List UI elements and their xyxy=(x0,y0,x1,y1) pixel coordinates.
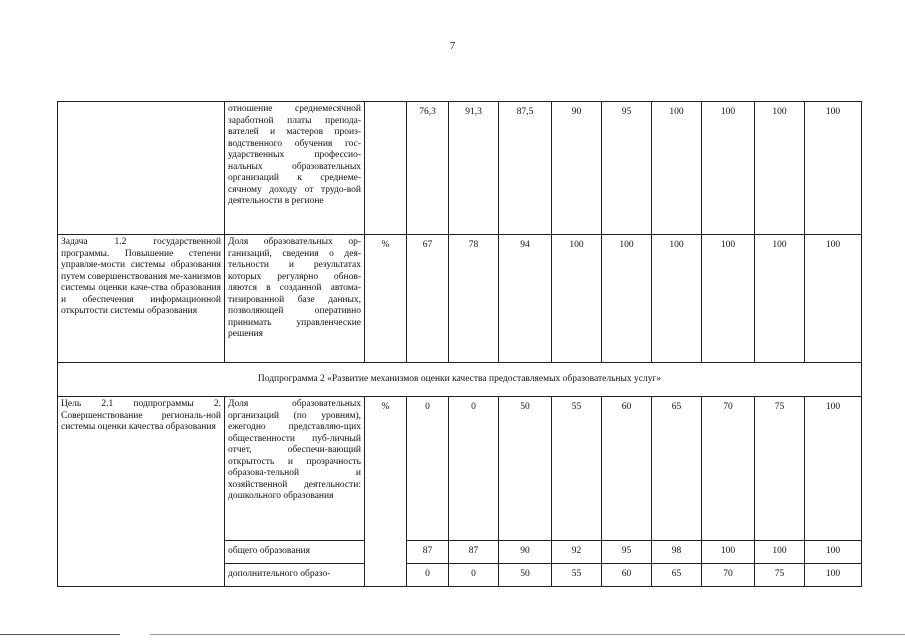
value-cell: 100 xyxy=(805,541,862,564)
value-cell: 98 xyxy=(652,541,702,564)
value-cell: 100 xyxy=(755,235,805,363)
value-cell: 70 xyxy=(702,397,755,541)
value-cell: 87 xyxy=(407,541,449,564)
value-cell: 100 xyxy=(702,235,755,363)
value-cell: 95 xyxy=(602,102,652,235)
value-cell: 87 xyxy=(449,541,499,564)
unit-cell xyxy=(365,102,407,235)
page-number: 7 xyxy=(449,40,456,52)
goal-cell: Задача 1.2 государственной программы. Повышение степени управляе-мости системы образования путем совершенствования ме-ханизмов системы оценки каче-ства образования и обеспечения информационной открытости системы образования xyxy=(58,235,225,363)
value-cell: 60 xyxy=(602,564,652,587)
value-cell: 76,3 xyxy=(407,102,449,235)
value-cell: 50 xyxy=(499,564,552,587)
value-cell: 100 xyxy=(805,235,862,363)
value-cell: 65 xyxy=(652,397,702,541)
indicator-cell: Доля образовательных организаций (по уровням), ежегодно представляю-щих общественности пуб-личный отчет, обеспечи-вающий открытость и прозрачность образова-тельной и хозяйственной деятельности: дошкольного образования xyxy=(225,397,365,541)
subprogram-row xyxy=(58,363,862,397)
value-cell: 100 xyxy=(652,102,702,235)
goal-cell: Цель 2.1 подпрограммы 2. Совершенствование региональ-ной системы оценки качества образования xyxy=(58,397,225,587)
value-cell: 92 xyxy=(552,541,602,564)
value-cell: 94 xyxy=(499,235,552,363)
table-row xyxy=(58,102,862,235)
value-cell: 0 xyxy=(407,397,449,541)
value-cell: 0 xyxy=(449,564,499,587)
indicator-cell: дополнительного образо- xyxy=(225,564,365,587)
value-cell: 50 xyxy=(499,397,552,541)
indicator-cell: отношение среднемесячной заработной платы препода-вателей и мастеров произ-водственного обучения гос-ударственных профессио-нальных образовательных организаций к среднеме-сячному доходу от трудо-вой деятельности в регионе xyxy=(225,102,365,235)
goal-cell xyxy=(58,102,225,235)
value-cell: 100 xyxy=(805,397,862,541)
subprogram-heading: Подпрограмма 2 «Развитие механизмов оценки качества предоставляемых образовательных услуг» xyxy=(58,363,862,397)
value-cell: 55 xyxy=(552,397,602,541)
value-cell: 100 xyxy=(702,541,755,564)
value-cell: 100 xyxy=(652,235,702,363)
value-cell: 87,5 xyxy=(499,102,552,235)
value-cell: 65 xyxy=(652,564,702,587)
indicator-cell: Доля образовательных ор-ганизаций, сведения о дея-тельности и результатах которых регулярно обнов-ляются в созданной автома-тизированной базе данных, позволяющей оперативно принимать управленческие решения xyxy=(225,235,365,363)
value-cell: 100 xyxy=(552,235,602,363)
unit-cell: % xyxy=(365,397,407,587)
table-row xyxy=(58,397,862,541)
value-cell: 95 xyxy=(602,541,652,564)
value-cell: 0 xyxy=(407,564,449,587)
value-cell: 67 xyxy=(407,235,449,363)
scan-edge-line xyxy=(0,634,120,635)
table-row xyxy=(58,235,862,363)
value-cell: 0 xyxy=(449,397,499,541)
value-cell: 100 xyxy=(755,102,805,235)
value-cell: 100 xyxy=(702,102,755,235)
value-cell: 55 xyxy=(552,564,602,587)
value-cell: 100 xyxy=(755,541,805,564)
value-cell: 75 xyxy=(755,564,805,587)
value-cell: 70 xyxy=(702,564,755,587)
value-cell: 78 xyxy=(449,235,499,363)
value-cell: 90 xyxy=(552,102,602,235)
indicators-table xyxy=(57,101,862,587)
value-cell: 91,3 xyxy=(449,102,499,235)
value-cell: 60 xyxy=(602,397,652,541)
value-cell: 100 xyxy=(805,564,862,587)
value-cell: 90 xyxy=(499,541,552,564)
value-cell: 100 xyxy=(602,235,652,363)
indicator-cell: общего образования xyxy=(225,541,365,564)
value-cell: 75 xyxy=(755,397,805,541)
value-cell: 100 xyxy=(805,102,862,235)
unit-cell: % xyxy=(365,235,407,363)
scan-edge-line xyxy=(150,634,905,635)
